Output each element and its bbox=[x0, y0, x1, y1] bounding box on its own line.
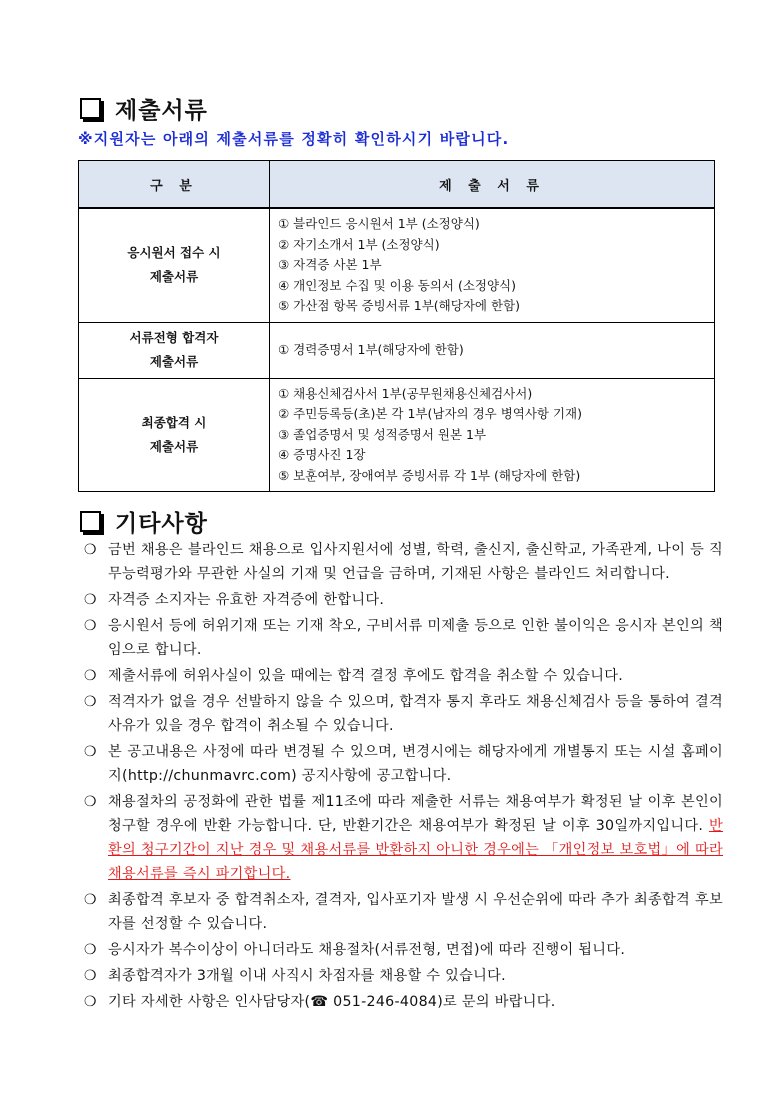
document-item: ① 채용신체검사서 1부(공무원채용신체검사서) bbox=[278, 385, 533, 401]
document-item: ② 주민등록등(초)본 각 1부(남자의 경우 병역사항 기재) bbox=[278, 406, 583, 421]
document-item: ④ 증명사진 1장 bbox=[278, 447, 366, 462]
checkbox-square-icon bbox=[80, 511, 101, 532]
category-line: 응시원서 접수 시 bbox=[127, 245, 221, 261]
list-item bbox=[78, 690, 723, 738]
document-item: ④ 개인정보 수집 및 이용 동의서 (소정양식) bbox=[278, 277, 517, 293]
list-item bbox=[78, 990, 723, 1014]
circle-bullet-icon: ❍ bbox=[84, 618, 97, 634]
row-category bbox=[79, 322, 270, 378]
category-line: 제출서류 bbox=[149, 354, 199, 369]
list-item-text: 응시원서 등에 허위기재 또는 기재 착오, 구비서류 미제출 등으로 인한 불이익은 응시자 본인의 책임으로 합니다. bbox=[108, 618, 723, 658]
list-item-text: 금번 채용은 블라인드 채용으로 입사지원서에 성별, 학력, 출신지, 출신학교, 가족관계, 나이 등 직무능력평가와 무관한 사실의 기재 및 언급을 금하며, 기재된 사항은 블라인드 처리합니다. bbox=[108, 542, 723, 582]
list-item-text: 자격증 소지자는 유효한 자격증에 한합니다. bbox=[108, 592, 385, 608]
circle-bullet-icon: ❍ bbox=[84, 942, 97, 958]
circle-bullet-icon: ❍ bbox=[84, 592, 97, 608]
list-item-text: 최종합격자가 3개월 이내 사직시 차점자를 채용할 수 있습니다. bbox=[108, 968, 506, 984]
document-item: ① 블라인드 응시원서 1부 (소정양식) bbox=[278, 216, 480, 231]
list-item-text: 채용절차의 공정화에 관한 법률 제11조에 따라 제출한 서류는 채용여부가 확정된 날 이후 본인이 청구할 경우에 반환 가능합니다. 단, 반환기간은 채용여부가 확정된 날 이후 30일까지입니다. bbox=[108, 794, 723, 834]
list-item bbox=[78, 588, 723, 612]
table-row bbox=[79, 322, 715, 378]
warning-text: 반환의 청구기간이 지난 경우 및 채용서류를 반환하지 아니한 경우에는 「개인정보 보호법」에 따라 채용서류를 즉시 파기합니다. bbox=[108, 818, 723, 882]
row-category bbox=[79, 378, 270, 492]
list-item bbox=[78, 888, 723, 936]
checkbox-square-icon bbox=[80, 98, 101, 119]
list-item-text: 적격자가 없을 경우 선발하지 않을 수 있으며, 합격자 통지 후라도 채용신체검사 등을 통하여 결격사유가 있을 경우 합격이 취소될 수 있습니다. bbox=[108, 694, 723, 734]
document-item: ① 경력증명서 1부(해당자에 한함) bbox=[278, 341, 464, 357]
section-title-text: 기타사항 bbox=[115, 511, 208, 537]
table-row bbox=[79, 378, 715, 492]
list-item-text: 제출서류에 허위사실이 있을 때에는 합격 결정 후에도 합격을 취소할 수 있습니다. bbox=[108, 668, 624, 684]
row-items bbox=[270, 208, 715, 322]
circle-bullet-icon: ❍ bbox=[84, 994, 97, 1010]
category-line: 제출서류 bbox=[149, 269, 199, 285]
header-documents: 제 출 서 류 bbox=[270, 161, 715, 209]
notice-text: ※지원자는 아래의 제출서류를 정확히 확인하시기 바랍니다. bbox=[78, 130, 510, 148]
document-item: ② 자기소개서 1부 (소정양식) bbox=[278, 236, 440, 252]
list-item bbox=[78, 614, 723, 662]
list-item-text: 응시자가 복수이상이 아니더라도 채용절차(서류전형, 면접)에 따라 진행이 됩니다. bbox=[108, 942, 626, 958]
table-header-row bbox=[79, 161, 715, 209]
section-title-documents bbox=[80, 92, 208, 125]
row-items bbox=[270, 378, 715, 492]
list-item bbox=[78, 664, 723, 688]
section-title-other bbox=[80, 505, 208, 538]
list-item bbox=[78, 938, 723, 962]
category-line: 최종합격 시 bbox=[141, 414, 207, 430]
circle-bullet-icon: ❍ bbox=[84, 668, 97, 684]
section-title-text: 제출서류 bbox=[115, 98, 208, 124]
header-category: 구 분 bbox=[79, 161, 270, 209]
category-line: 제출서류 bbox=[149, 438, 199, 454]
category-line: 서류전형 합격자 bbox=[129, 330, 219, 345]
list-item bbox=[78, 740, 723, 788]
circle-bullet-icon: ❍ bbox=[84, 694, 97, 710]
notes-list bbox=[78, 538, 723, 1016]
list-item bbox=[78, 964, 723, 988]
list-item-text: 최종합격 후보자 중 합격취소자, 결격자, 입사포기자 발생 시 우선순위에 따라 추가 최종합격 후보자를 선정할 수 있습니다. bbox=[108, 892, 723, 932]
circle-bullet-icon: ❍ bbox=[84, 744, 97, 760]
table-row bbox=[79, 208, 715, 322]
row-items bbox=[270, 322, 715, 378]
row-category bbox=[79, 208, 270, 322]
document-item: ③ 자격증 사본 1부 bbox=[278, 257, 382, 272]
list-item bbox=[78, 538, 723, 586]
document-item: ⑤ 보훈여부, 장애여부 증빙서류 각 1부 (해당자에 한함) bbox=[278, 467, 581, 483]
document-item: ⑤ 가산점 항목 증빙서류 1부(해당자에 한함) bbox=[278, 298, 520, 313]
circle-bullet-icon: ❍ bbox=[84, 968, 97, 984]
list-item bbox=[78, 790, 723, 886]
document-item: ③ 졸업증명서 및 성적증명서 원본 1부 bbox=[278, 426, 487, 442]
documents-table bbox=[78, 160, 715, 492]
list-item-text: 기타 자세한 사항은 인사담당자(☎ 051-246-4084)로 문의 바랍니다. bbox=[108, 994, 556, 1010]
circle-bullet-icon: ❍ bbox=[84, 794, 97, 810]
circle-bullet-icon: ❍ bbox=[84, 892, 97, 908]
circle-bullet-icon: ❍ bbox=[84, 542, 97, 558]
list-item-text: 본 공고내용은 사정에 따라 변경될 수 있으며, 변경시에는 해당자에게 개별통지 또는 시설 홈페이지(http://chunmavrc.com) 공지사항에 공고합니다. bbox=[108, 744, 723, 784]
